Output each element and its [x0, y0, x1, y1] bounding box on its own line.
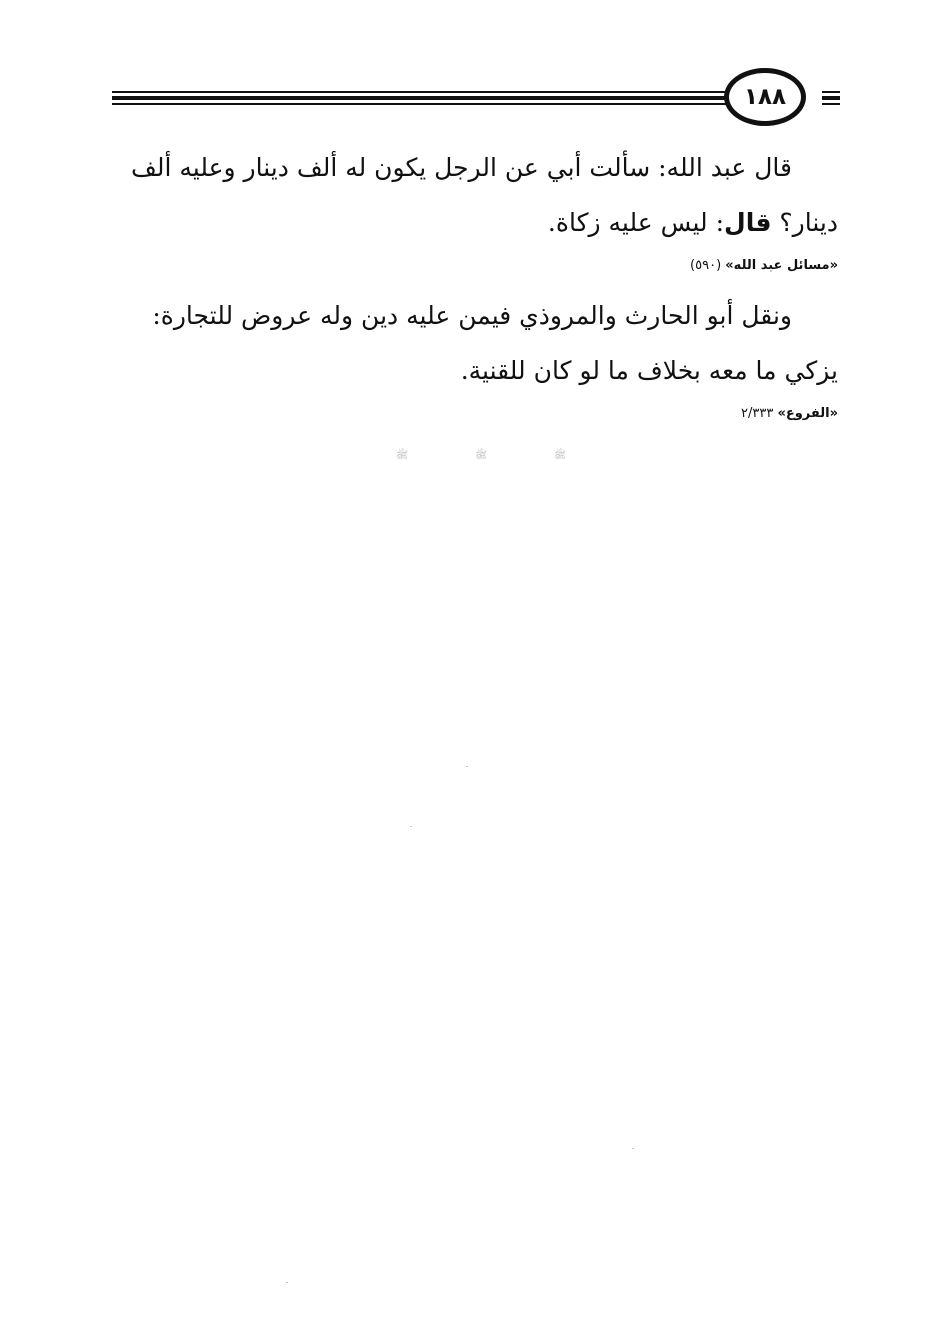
citation-source: «الفروع»: [777, 406, 838, 421]
scan-mark: ﷺ: [553, 450, 566, 461]
citation-source: «مسائل عبد الله»: [725, 258, 838, 273]
scan-mark: ﷺ: [474, 450, 488, 461]
citation: [112, 404, 838, 424]
entry-text: قال عبد الله: سألت أبي عن الرجل يكون له ألف دينار وعليه ألف دينار؟: [131, 153, 838, 237]
scan-speck: [632, 1148, 634, 1149]
header-rule: [112, 91, 734, 93]
scan-speck: [410, 826, 412, 827]
header-rule: [112, 96, 734, 100]
header-rule-tail: [822, 91, 840, 93]
citation: [112, 256, 838, 276]
entry-bold-label: قال: [724, 208, 772, 237]
scan-speck: [466, 766, 468, 767]
entry-paragraph: ونقل أبو الحارث والمروذي فيمن عليه دين وله عروض للتجارة: يزكي ما معه بخلاف ما لو كان للقنية.: [152, 301, 838, 385]
header-rule: [112, 103, 734, 105]
page-number-badge: [724, 68, 806, 126]
scan-speck: [286, 1282, 288, 1283]
entry-paragraph: [112, 140, 838, 250]
citation-ref: (٥٩٠): [690, 258, 722, 273]
page-header: [112, 70, 840, 132]
citation-ref: ٢/٣٣٣: [741, 406, 774, 421]
header-rule-tail: [822, 96, 840, 100]
header-rule-tail: [822, 103, 840, 105]
entry-text: : ليس عليه زكاة.: [547, 208, 724, 237]
scan-marks: [396, 446, 566, 466]
page-number: ١٨٨: [743, 84, 787, 110]
scan-mark: ﷺ: [396, 450, 409, 461]
page-body: [112, 140, 838, 436]
